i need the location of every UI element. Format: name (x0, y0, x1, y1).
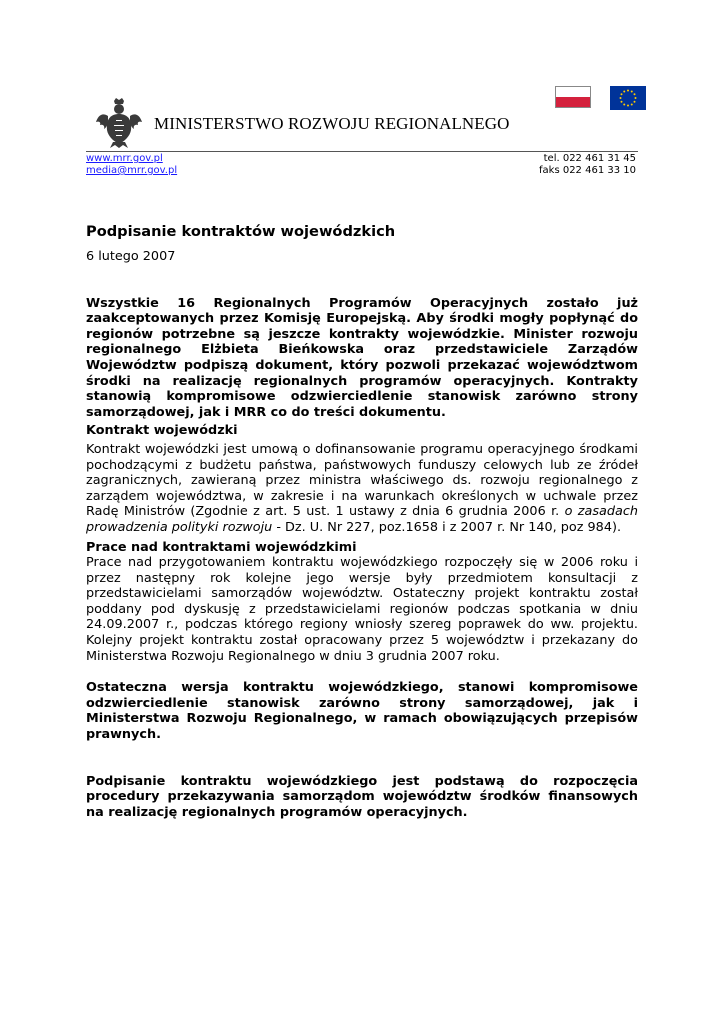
conclusion-paragraph-2: Podpisanie kontraktu wojewódzkiego jest podstawą do rozpoczęcia procedury przekazywania samorządom województw środków finansowych na realizację regionalnych programów operacyjnych. (86, 773, 638, 820)
phone-number: tel. 022 461 31 45 (543, 153, 636, 164)
article-date: 6 lutego 2007 (86, 249, 176, 264)
contract-text-end: - Dz. U. Nr 227, poz.1658 i z 2007 r. Nr 140, poz 984). (272, 519, 622, 535)
website-link[interactable]: www.mrr.gov.pl (86, 153, 163, 164)
email-link[interactable]: media@mrr.gov.pl (86, 165, 178, 176)
section-paragraph-work: Prace nad przygotowaniem kontraktu wojewódzkiego rozpoczęły się w 2006 roku i przez następny rok kolejne jego wersje były przedmiotem konsultacji z przedstawicielami samorządów województw. Ostateczny projekt kontraktu został poddany pod dyskusję z przedstawicielami regionów podczas spotkania w dniu 24.09.2007 r., podczas którego regiony wniosły szereg poprawek do ww. projektu. Kolejny projekt kontraktu został opracowany przez 5 województw i przekazany do Ministerstwa Rozwoju Regionalnego w dniu 3 grudnia 2007 roku. (86, 555, 638, 664)
contact-numbers (480, 153, 636, 177)
polish-eagle-emblem-icon (96, 98, 142, 148)
article-title: Podpisanie kontraktów wojewódzkich (86, 223, 396, 240)
article-body (86, 222, 638, 820)
fax-number: faks 022 461 33 10 (539, 165, 636, 176)
eu-flag-icon (610, 86, 646, 110)
poland-flag-icon (555, 86, 591, 108)
contract-text-start: Kontrakt wojewódzki jest umową o dofinansowanie programu operacyjnego środkami pochodzącymi z budżetu państwa, państwowych funduszy celowych lub ze źródeł zagranicznych, zawieraną przez ministra właściwego ds. rozwoju regionalnego z zarządem województwa, w zakresie i na warunkach określonych w uchwale przez Radę Ministrów (Zgodnie z art. 5 ust. 1 ustawy z dnia 6 grudnia 2006 r. (86, 441, 638, 520)
ministry-name: MINISTERSTWO ROZWOJU REGIONALNEGO (154, 114, 510, 133)
contact-links (86, 153, 177, 177)
section-paragraph-contract (86, 442, 638, 536)
section-heading-work: Prace nad kontraktami wojewódzkimi (86, 539, 357, 555)
lead-paragraph: Wszystkie 16 Regionalnych Programów Operacyjnych zostało już zaakceptowanych przez Komisję Europejską. Aby środki mogły popłynąć do regionów potrzebne są jeszcze kontrakty wojewódzkie. Minister rozwoju regionalnego Elżbieta Bieńkowska oraz przedstawiciele Zarządów Województw podpiszą dokument, który pozwoli przekazać województwom środki na realizację regionalnych programów operacyjnych. Kontrakty stanowią kompromisowe odzwierciedlenie stanowisk zarówno strony samorządowej, jak i MRR co do treści dokumentu. (86, 295, 638, 420)
conclusion-paragraph-1: Ostateczna wersja kontraktu wojewódzkiego, stanowi kompromisowe odzwierciedlenie stanowisk zarówno strony samorządowej, jak i Ministerstwa Rozwoju Regionalnego, w ramach obowiązujących przepisów prawnych. (86, 680, 638, 743)
header-divider (86, 151, 638, 152)
law-title-italic: o zasadach prowadzenia polityki rozwoju (86, 504, 638, 535)
section-heading-contract: Kontrakt wojewódzki (86, 423, 238, 439)
